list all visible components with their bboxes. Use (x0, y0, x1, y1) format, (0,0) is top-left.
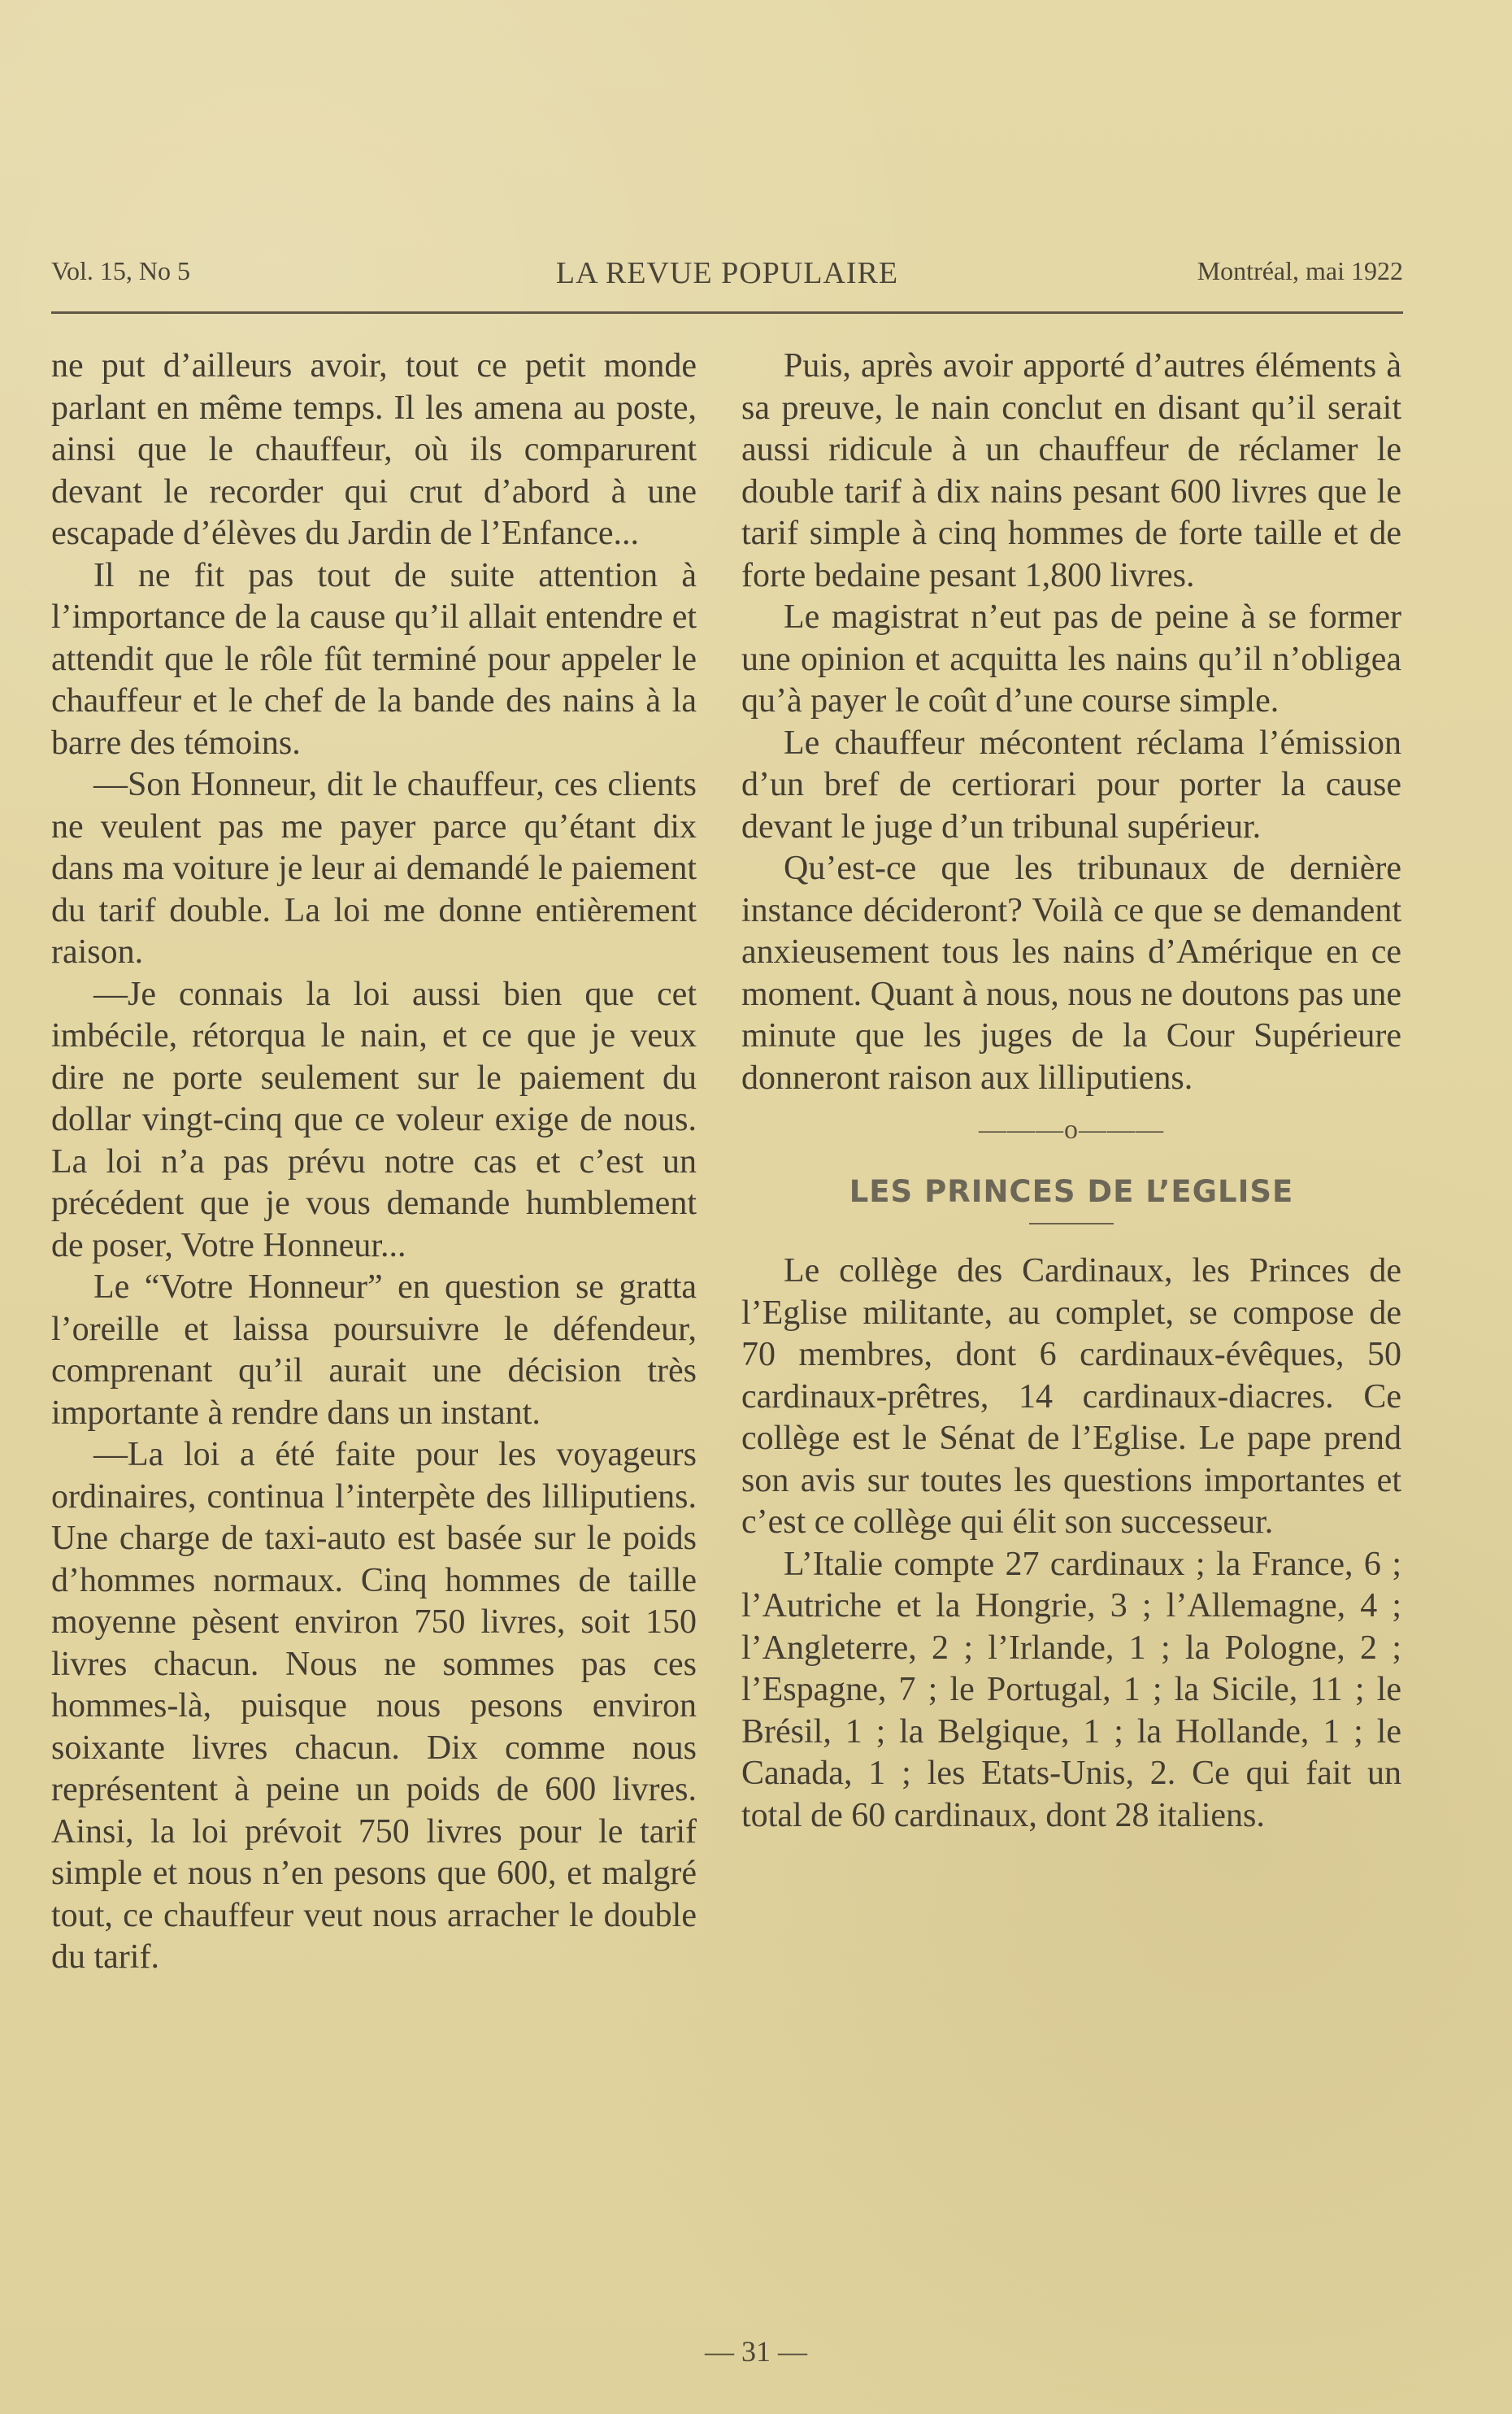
left-paragraph-3: —Son Honneur, dit le chauffeur, ces clients ne veulent pas me payer parce qu’étant dix dans ma voiture je leur ai demandé le paiement du tarif double. La loi me donne entièrement raison. (51, 766, 697, 971)
title-rule (1029, 1223, 1114, 1224)
right-paragraph-1: Puis, après avoir apporté d’autres éléments à sa preuve, le nain conclut en disant qu’il serait aussi ridicule à un chauffeur de réclamer le double tarif à dix nains pesant 600 livres que le tarif simple à cinq hommes de forte taille et de forte bedaine pesant 1,800 livres. (741, 347, 1401, 594)
volume-number: Vol. 15, No 5 (51, 256, 190, 285)
left-paragraph-4: —Je connais la loi aussi bien que cet imbécile, rétorqua le nain, et ce que je veux dire ne porte seulement sur le paiement du dollar vingt-cinq que ce voleur exige de nous. La loi n’a pas prévu notre cas et c’est un précédent que je vous demande humblement de poser, Votre Honneur... (51, 975, 697, 1264)
right-paragraph-2: Le magistrat n’eut pas de peine à se former une opinion et acquitta les nains qu’il n’obligea qu’à payer le coût d’une course simple. (741, 598, 1401, 720)
left-column (51, 346, 697, 1979)
right-paragraph-3: Le chauffeur mécontent réclama l’émission d’un bref de certiorari pour porter la cause devant le juge d’un tribunal supérieur. (741, 724, 1401, 846)
section-paragraph-2: L’Italie compte 27 cardinaux ; la France, 6 ; l’Autriche et la Hongrie, 3 ; l’Allemagne, 4 ; l’Angleterre, 2 ; l’Irlande, 1 ; la Pologne, 2 ; l’Espagne, 7 ; le Portugal, 1 ; la Sicile, 11 ; le Brésil, 1 ; la Belgique, 1 ; la Hollande, 1 ; le Canada, 1 ; les Etats-Unis, 2. Ce qui fait un total de 60 cardinaux, dont 28 italiens. (741, 1545, 1401, 1834)
left-paragraph-1: ne put d’ailleurs avoir, tout ce petit monde parlant en même temps. Il les amena au poste, ainsi que le chauffeur, où ils comparurent devant le recorder qui crut d’abord à une escapade d’élèves du Jardin de l’Enfance... (51, 347, 697, 552)
section-paragraph-1: Le collège des Cardinaux, les Princes de l’Eglise militante, au complet, se compose de 70 membres, dont 6 cardinaux-évêques, 50 cardinaux-prêtres, 14 cardinaux-diacres. Ce collège est le Sénat de l’Eglise. Le pape prend son avis sur toutes les questions importantes et c’est ce collège qui élit son successeur. (741, 1252, 1401, 1541)
right-column (741, 346, 1401, 1837)
left-paragraph-5: Le “Votre Honneur” en question se gratta l’oreille et laissa poursuivre le défendeur, comprenant qu’il aurait une décision très importante à rendre dans un instant. (51, 1268, 697, 1432)
left-paragraph-2: Il ne fit pas tout de suite attention à l’importance de la cause qu’il allait entendre et attendit que le rôle fût terminé pour appeler le chauffeur et le chef de la bande des nains à la barre des témoins. (51, 556, 697, 762)
issue-date: Montréal, mai 1922 (1197, 256, 1403, 285)
publication-title: LA REVUE POPULAIRE (555, 256, 899, 290)
right-paragraph-4: Qu’est-ce que les tribunaux de dernière instance décideront? Voilà ce que se demandent anxieusement tous les nains d’Amérique en ce moment. Quant à nous, nous ne doutons pas une minute que les juges de la Cour Supérieure donneront raison aux lilliputiens. (741, 850, 1401, 1097)
page-header (51, 258, 1403, 294)
page-number: — 31 — (705, 2335, 807, 2368)
article-separator: ———o——— (979, 1115, 1164, 1145)
left-paragraph-6: —La loi a été faite pour les voyageurs ordinaires, continua l’interpète des lilliputiens. Une charge de taxi-auto est basée sur le poids d’hommes normaux. Cinq hommes de taille moyenne pèsent environ 750 livres, soit 150 livres chacun. Nous ne sommes pas ces hommes-là, puisque nous pesons environ soixante livres chacun. Dix comme nous représentent à peine un poids de 600 livres. Ainsi, la loi prévoit 750 livres pour le tarif simple et nous n’en pesons que 600, et malgré tout, ce chauffeur veut nous arracher le double du tarif. (51, 1436, 697, 1976)
section-title: LES PRINCES DE L’EGLISE (849, 1174, 1294, 1209)
header-rule (51, 311, 1403, 314)
